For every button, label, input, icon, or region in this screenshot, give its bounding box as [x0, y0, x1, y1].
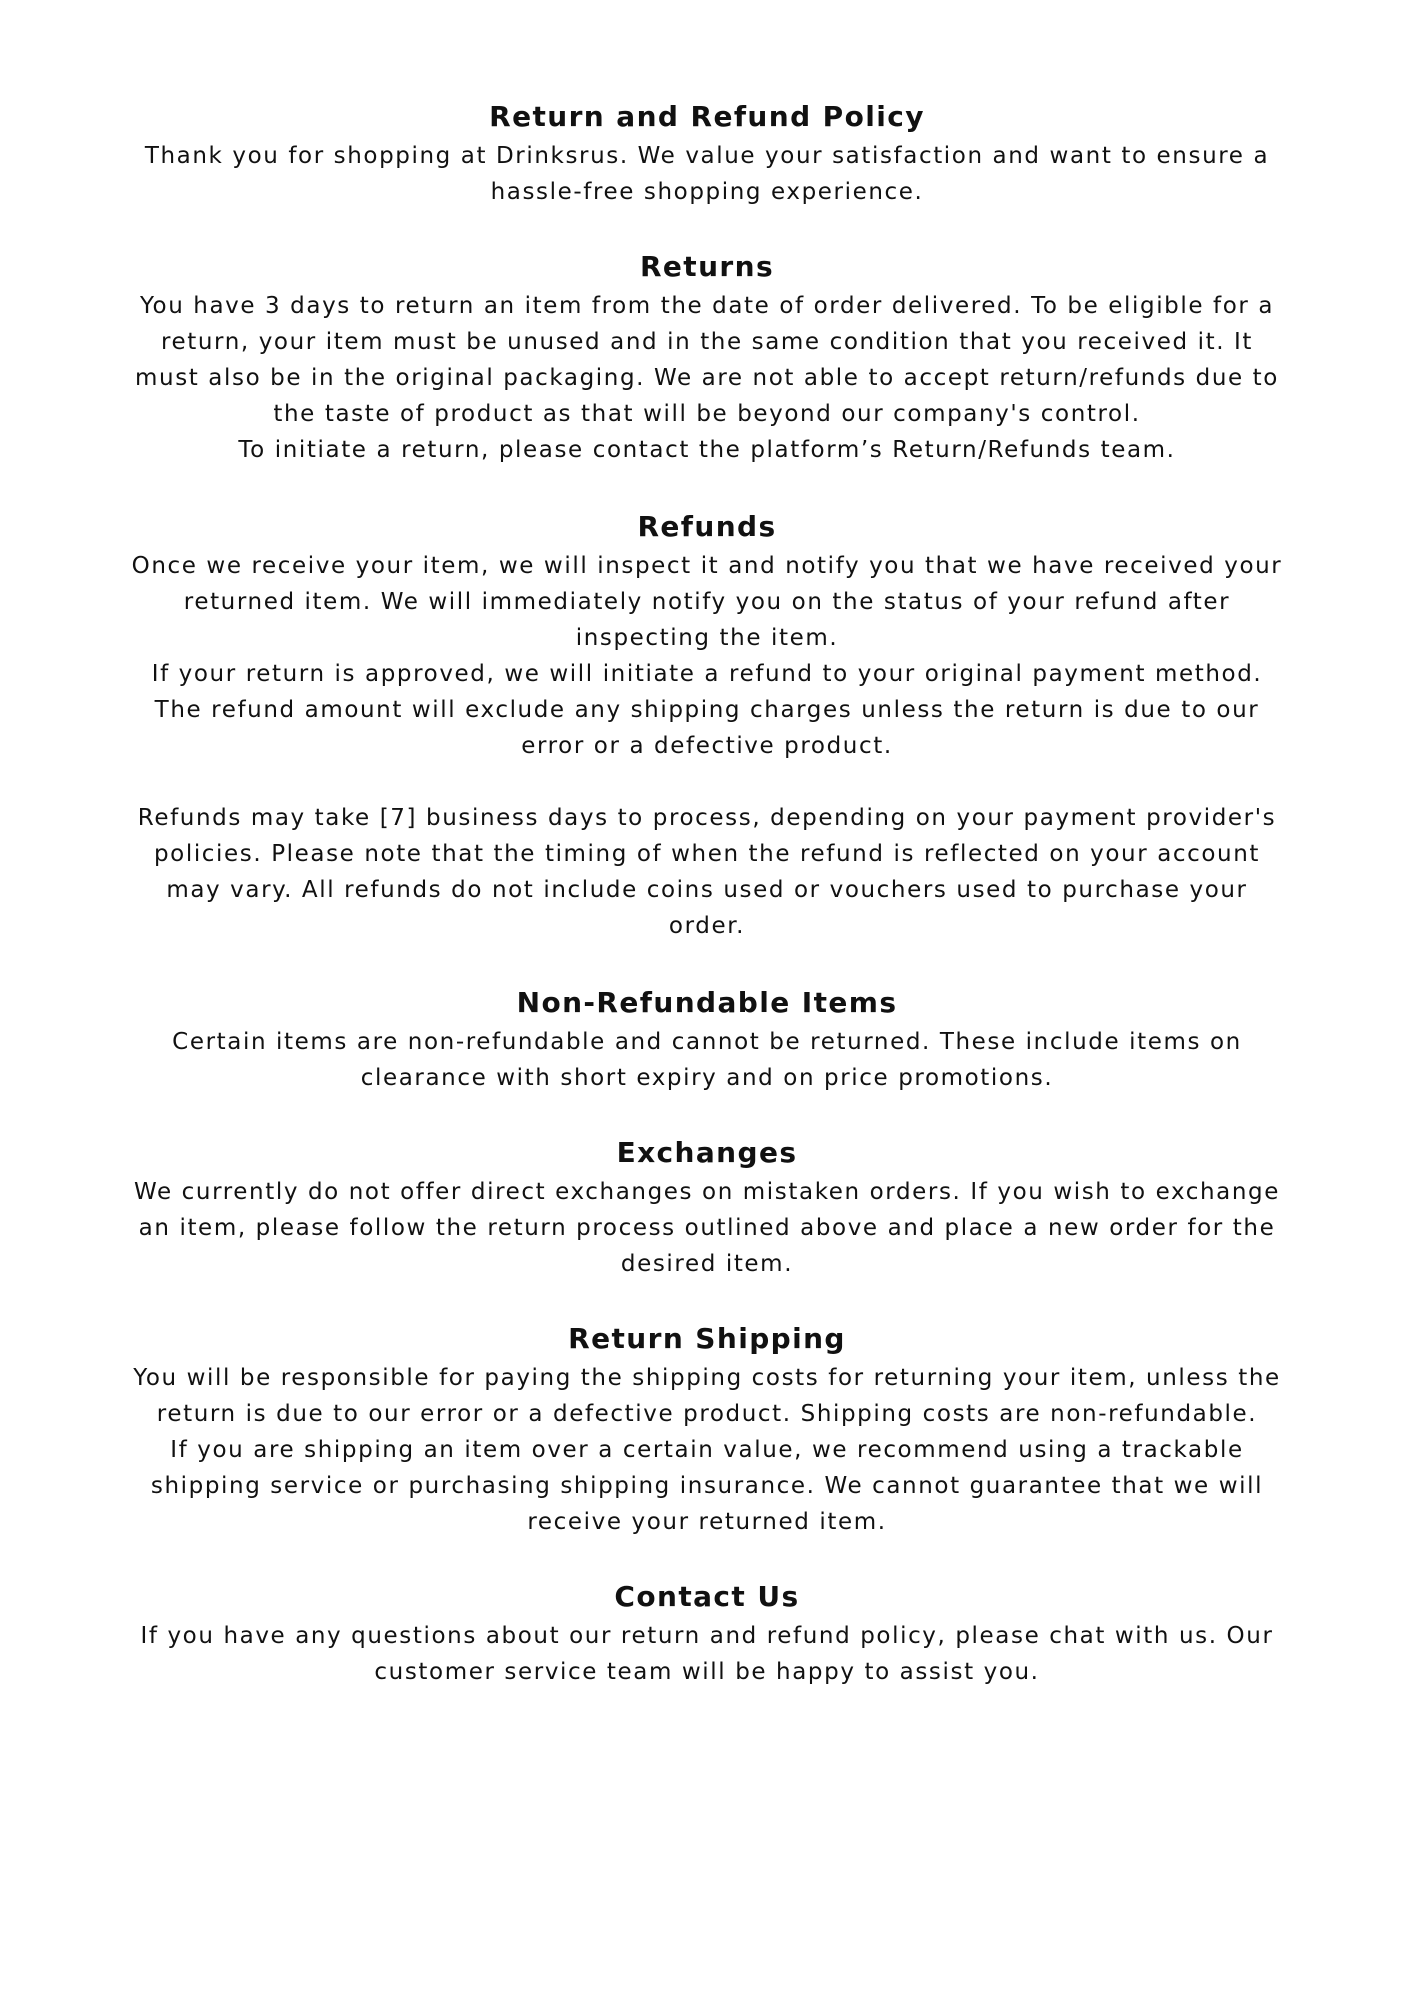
non-refundable-heading: Non-Refundable Items: [516, 986, 898, 1019]
spacer: [0, 1282, 1414, 1318]
contact-section: [0, 1576, 1414, 1690]
spacer: [0, 468, 1414, 506]
spacer: [0, 764, 1414, 800]
return-shipping-heading: Return Shipping: [568, 1322, 846, 1355]
spacer: [0, 1540, 1414, 1576]
refunds-timing-body: Refunds may take [7] business days to process, depending on your payment provider's policies. Please note that the timing of when the refund is reflected on your account may vary. All refunds do not include coins used or vouchers used to purchase your order.: [137, 805, 1277, 939]
spacer: [0, 944, 1414, 982]
exchanges-section: [0, 1132, 1414, 1282]
returns-body: You have 3 days to return an item from the date of order delivered. To be eligible for a return, your item must be unused and in the same condition that you received it. It must also be in the original packaging. We are not able to accept return/refunds due to the taste of product as that will be beyond our company's control. To initiate a return, please contact the platform’s Return/Refunds team.: [135, 293, 1279, 463]
refunds-body: Once we receive your item, we will inspect it and notify you that we have received your returned item. We will immediately notify you on the status of your refund after inspecting the item. If your return is approved, we will initiate a refund to your original payment method. The refund amount will exclude any shipping charges unless the return is due to our error or a defective product.: [131, 553, 1283, 759]
contact-body: If you have any questions about our return and refund policy, please chat with us. Our customer service team will be happy to assist you.: [140, 1623, 1274, 1685]
exchanges-body: We currently do not offer direct exchanges on mistaken orders. If you wish to exchange an item, please follow the return process outlined above and place a new order for the desired item.: [134, 1179, 1280, 1277]
return-shipping-body: You will be responsible for paying the shipping costs for returning your item, unless the return is due to our error or a defective product. Shipping costs are non-refundable. If you are shipping an item over a certain value, we recommend using a trackable shipping service or purchasing shipping insurance. We cannot guarantee that we will receive your returned item.: [133, 1365, 1281, 1535]
page-title: Return and Refund Policy: [489, 100, 925, 133]
exchanges-heading: Exchanges: [616, 1136, 798, 1169]
returns-heading: Returns: [639, 250, 775, 283]
returns-section: [0, 246, 1414, 468]
non-refundable-body: Certain items are non-refundable and cannot be returned. These include items on clearance with short expiry and on price promotions.: [172, 1029, 1242, 1091]
refunds-heading: Refunds: [637, 510, 777, 543]
non-refundable-section: [0, 982, 1414, 1096]
contact-heading: Contact Us: [614, 1580, 800, 1613]
return-shipping-section: [0, 1318, 1414, 1540]
refunds-section: [0, 506, 1414, 944]
intro-text: Thank you for shopping at Drinksrus. We value your satisfaction and want to ensure a hassle-free shopping experience.: [144, 143, 1270, 205]
spacer: [0, 1096, 1414, 1132]
spacer: [0, 210, 1414, 246]
